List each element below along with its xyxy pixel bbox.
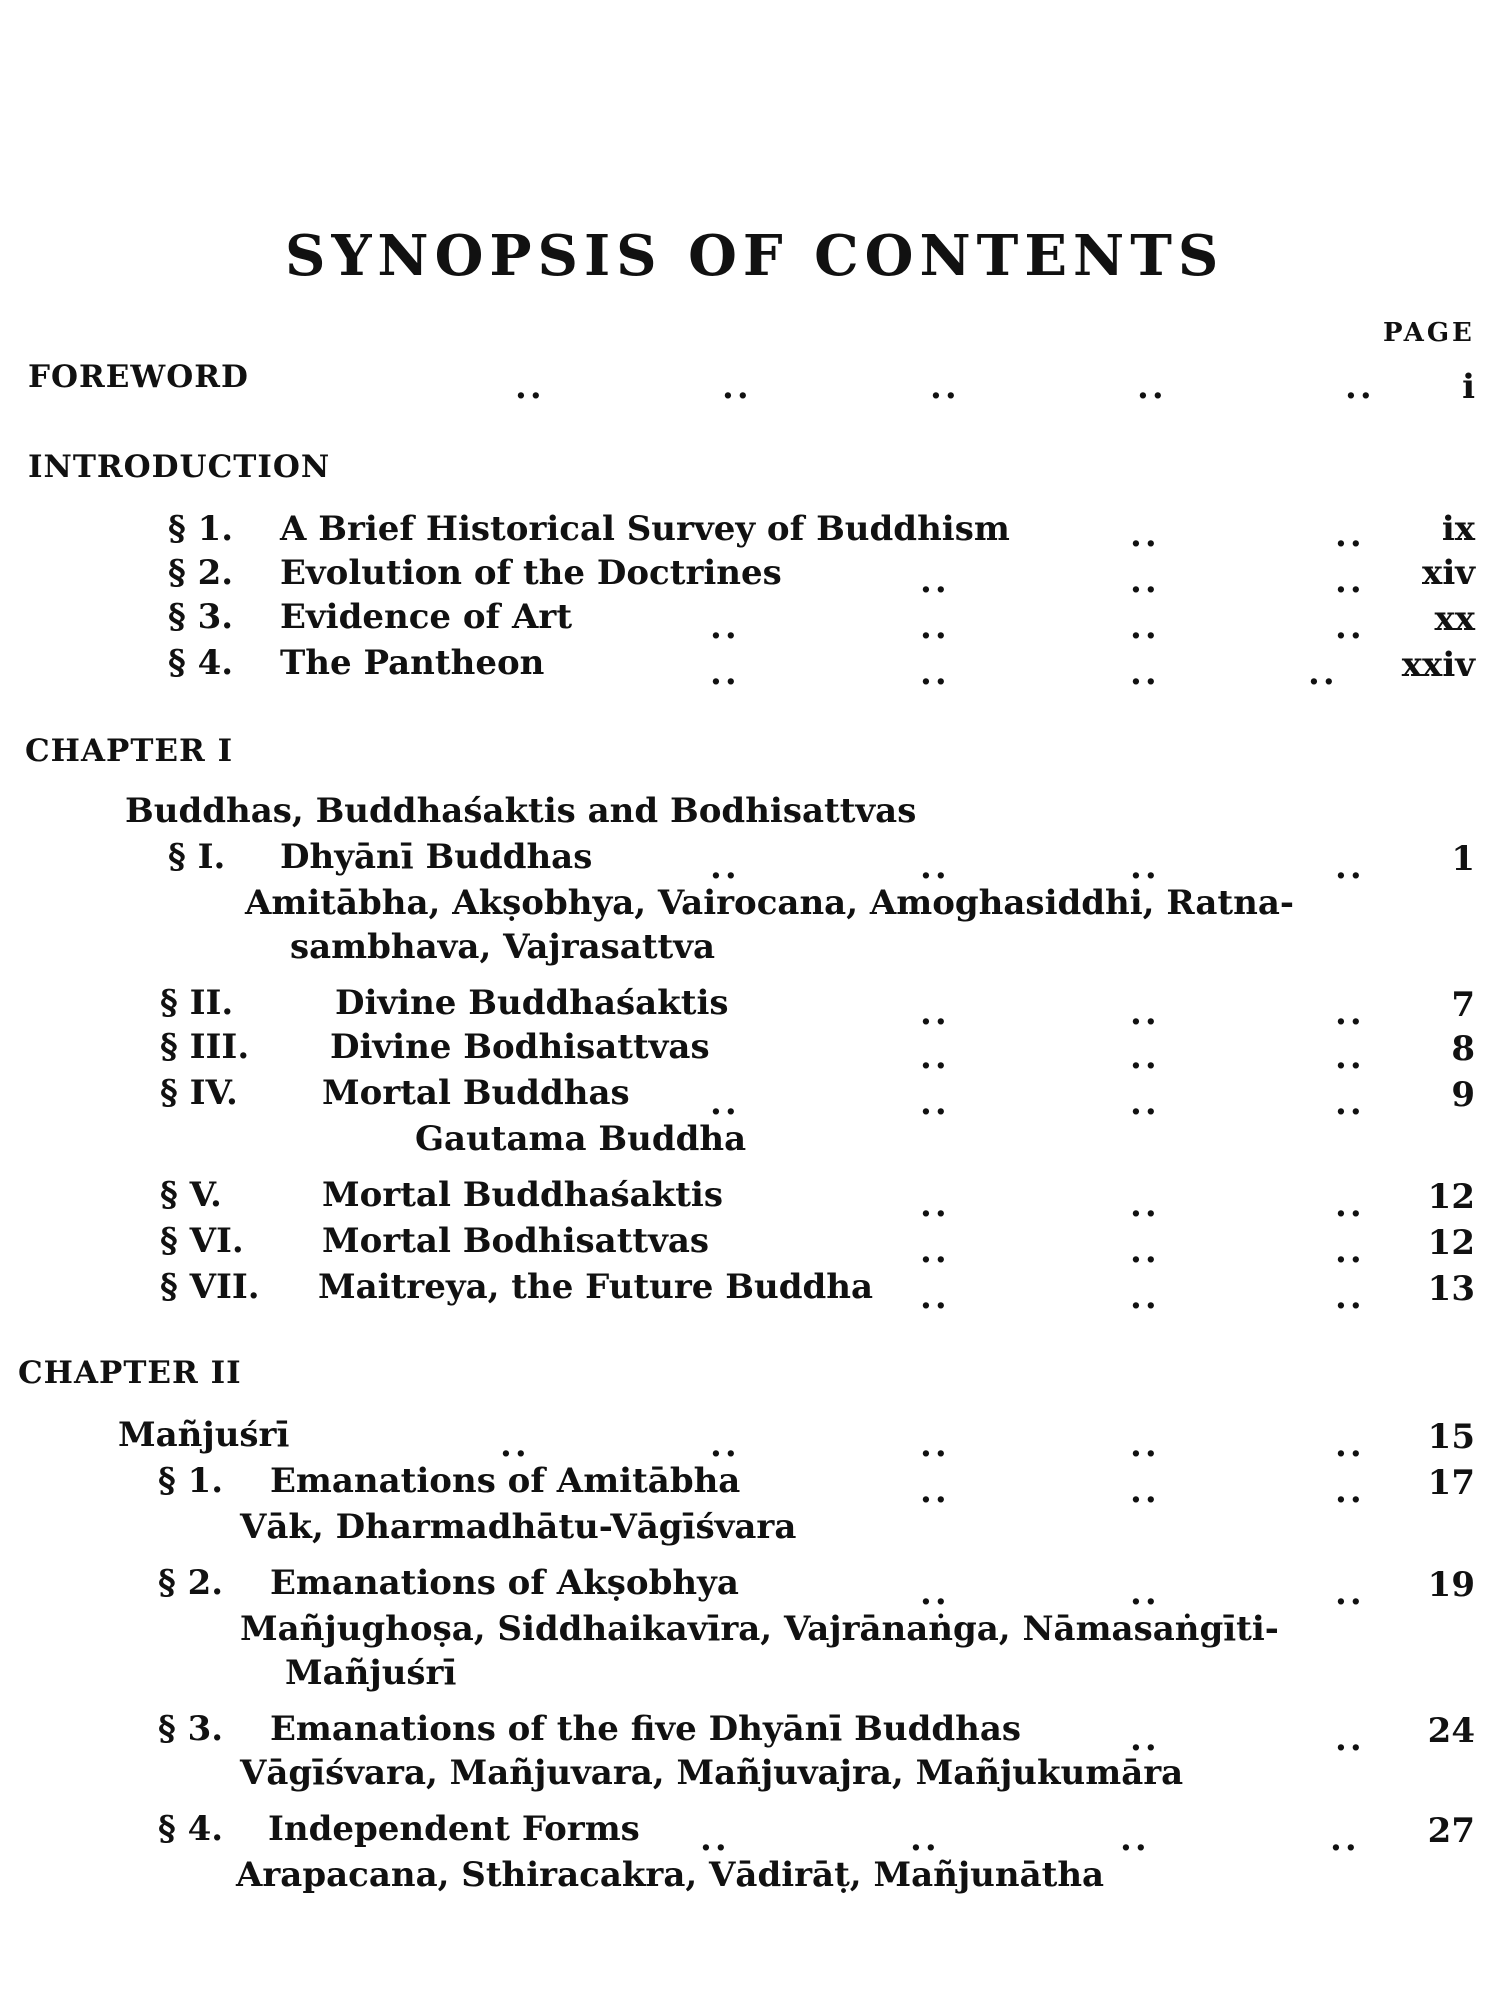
ch2-item-2-title: Emanations of Akṣobhya (270, 1563, 739, 1603)
ch1-item-7-title: Maitreya, the Future Buddha (318, 1267, 874, 1307)
ch1-item-6-title: Mortal Bodhisattvas (322, 1221, 710, 1261)
dot-leader: .. (1130, 847, 1160, 887)
dot-leader: .. (1335, 561, 1365, 601)
dot-leader: .. (700, 1819, 730, 1859)
ch2-item-1-num: § 1. (158, 1461, 224, 1501)
intro-item-4-num: § 4. (168, 643, 234, 683)
dot-leader: .. (910, 1819, 940, 1859)
dot-leader: .. (1335, 1425, 1365, 1465)
dot-leader: .. (1120, 1819, 1150, 1859)
dot-leader: .. (1130, 1719, 1160, 1759)
dot-leader: .. (1335, 1231, 1365, 1271)
dot-leader: .. (1335, 515, 1365, 555)
ch1-item-3-page: 8 (1451, 1029, 1475, 1069)
dot-leader: .. (1330, 1819, 1360, 1859)
dot-leader: .. (710, 1425, 740, 1465)
dot-leader: .. (1130, 1185, 1160, 1225)
dot-leader: .. (1335, 1471, 1365, 1511)
dot-leader: .. (1130, 515, 1160, 555)
dot-leader: .. (710, 653, 740, 693)
ch2-item-2-sub-1: Mañjughoṣa, Siddhaikavīra, Vajrānaṅga, Nāmasaṅgīti- (240, 1609, 1279, 1649)
dot-leader: .. (920, 847, 950, 887)
dot-leader: .. (920, 561, 950, 601)
dot-leader: .. (1130, 561, 1160, 601)
intro-item-3-page: xx (1434, 599, 1475, 639)
dot-leader: .. (1130, 1425, 1160, 1465)
dot-leader: .. (1130, 993, 1160, 1033)
dot-leader: .. (1130, 1471, 1160, 1511)
ch1-item-4-page: 9 (1451, 1075, 1475, 1115)
dot-leader: .. (722, 367, 752, 407)
ch1-item-1-sub-2: sambhava, Vajrasattva (290, 927, 716, 967)
dot-leader: .. (1130, 653, 1160, 693)
ch1-item-2-title: Divine Buddhaśaktis (335, 983, 729, 1023)
ch1-item-3-num: § III. (160, 1027, 250, 1067)
dot-leader: .. (930, 367, 960, 407)
dot-leader: .. (515, 367, 545, 407)
ch1-item-4-sub-1: Gautama Buddha (415, 1119, 747, 1159)
ch2-item-3-page: 24 (1427, 1711, 1475, 1751)
ch2-item-2-page: 19 (1427, 1565, 1475, 1605)
dot-leader: .. (500, 1425, 530, 1465)
introduction-heading: INTRODUCTION (28, 449, 331, 485)
chapter-2-subtitle-page: 15 (1427, 1417, 1475, 1457)
chapter-1-heading: CHAPTER I (25, 733, 234, 769)
ch2-item-2-num: § 2. (158, 1563, 224, 1603)
ch2-item-1-page: 17 (1427, 1463, 1475, 1503)
dot-leader: .. (710, 607, 740, 647)
ch1-item-5-num: § V. (160, 1175, 222, 1215)
dot-leader: .. (920, 607, 950, 647)
dot-leader: .. (1308, 653, 1338, 693)
ch1-item-2-num: § II. (160, 983, 234, 1023)
ch1-item-1-sub-1: Amitābha, Akṣobhya, Vairocana, Amoghasiddhi, Ratna- (245, 883, 1294, 923)
ch1-item-4-title: Mortal Buddhas (322, 1073, 630, 1113)
dot-leader: .. (710, 847, 740, 887)
ch2-item-3-num: § 3. (158, 1709, 224, 1749)
dot-leader: .. (920, 653, 950, 693)
ch2-item-4-num: § 4. (158, 1809, 224, 1849)
dot-leader: .. (1335, 1083, 1365, 1123)
ch2-item-4-page: 27 (1427, 1811, 1475, 1851)
dot-leader: .. (1335, 993, 1365, 1033)
ch1-item-1-title: Dhyānī Buddhas (280, 837, 593, 877)
intro-item-2-num: § 2. (168, 553, 234, 593)
chapter-2-subtitle: Mañjuśrī (118, 1415, 290, 1455)
dot-leader: .. (920, 993, 950, 1033)
intro-item-3-title: Evidence of Art (280, 597, 573, 637)
ch1-item-5-title: Mortal Buddhaśaktis (322, 1175, 723, 1215)
dot-leader: .. (920, 1277, 950, 1317)
dot-leader: .. (1335, 1185, 1365, 1225)
intro-item-3-num: § 3. (168, 597, 234, 637)
dot-leader: .. (1335, 847, 1365, 887)
intro-item-4-title: The Pantheon (280, 643, 545, 683)
dot-leader: .. (1335, 607, 1365, 647)
dot-leader: .. (1130, 1277, 1160, 1317)
ch1-item-6-num: § VI. (160, 1221, 244, 1261)
intro-item-2-title: Evolution of the Doctrines (280, 553, 782, 593)
ch1-item-7-num: § VII. (160, 1267, 260, 1307)
chapter-1-subtitle: Buddhas, Buddhaśaktis and Bodhisattvas (125, 791, 917, 831)
intro-item-2-page: xiv (1422, 553, 1475, 593)
ch1-item-4-num: § IV. (160, 1073, 238, 1113)
dot-leader: .. (1335, 1277, 1365, 1317)
foreword-page: i (1462, 367, 1475, 407)
dot-leader: .. (1335, 1573, 1365, 1613)
ch2-item-4-sub-1: Arapacana, Sthiracakra, Vādirāṭ, Mañjunātha (236, 1855, 1105, 1895)
page-title: SYNOPSIS OF CONTENTS (285, 223, 1225, 289)
ch1-item-5-page: 12 (1427, 1177, 1475, 1217)
ch2-item-1-sub-1: Vāk, Dharmadhātu-Vāgīśvara (240, 1507, 797, 1547)
dot-leader: .. (1137, 367, 1167, 407)
dot-leader: .. (920, 1185, 950, 1225)
ch1-item-2-page: 7 (1451, 985, 1475, 1025)
ch1-item-3-title: Divine Bodhisattvas (330, 1027, 710, 1067)
chapter-2-heading: CHAPTER II (18, 1355, 242, 1391)
dot-leader: .. (710, 1083, 740, 1123)
dot-leader: .. (1130, 1037, 1160, 1077)
dot-leader: .. (920, 1471, 950, 1511)
intro-item-1-title: A Brief Historical Survey of Buddhism (280, 509, 1010, 549)
intro-item-1-num: § 1. (168, 509, 234, 549)
intro-item-4-page: xxiv (1401, 645, 1475, 685)
dot-leader: .. (920, 1083, 950, 1123)
dot-leader: .. (1335, 1719, 1365, 1759)
ch1-item-7-page: 13 (1427, 1269, 1475, 1309)
intro-item-1-page: ix (1441, 509, 1475, 549)
ch2-item-3-title: Emanations of the five Dhyānī Buddhas (270, 1709, 1022, 1749)
foreword-label: FOREWORD (28, 359, 249, 395)
dot-leader: .. (1335, 1037, 1365, 1077)
ch1-item-1-num: § I. (168, 837, 226, 877)
ch2-item-4-title: Independent Forms (268, 1809, 640, 1849)
dot-leader: .. (920, 1231, 950, 1271)
dot-leader: .. (920, 1425, 950, 1465)
ch2-item-1-title: Emanations of Amitābha (270, 1461, 741, 1501)
ch2-item-2-sub-2: Mañjuśrī (285, 1653, 457, 1693)
dot-leader: .. (920, 1573, 950, 1613)
dot-leader: .. (1130, 1083, 1160, 1123)
dot-leader: .. (920, 1037, 950, 1077)
dot-leader: .. (1345, 367, 1375, 407)
page-column-header: PAGE (1383, 318, 1475, 348)
ch1-item-6-page: 12 (1427, 1223, 1475, 1263)
dot-leader: .. (1130, 1231, 1160, 1271)
dot-leader: .. (1130, 607, 1160, 647)
ch1-item-1-page: 1 (1451, 839, 1475, 879)
dot-leader: .. (1130, 1573, 1160, 1613)
ch2-item-3-sub-1: Vāgīśvara, Mañjuvara, Mañjuvajra, Mañjukumāra (240, 1753, 1184, 1793)
